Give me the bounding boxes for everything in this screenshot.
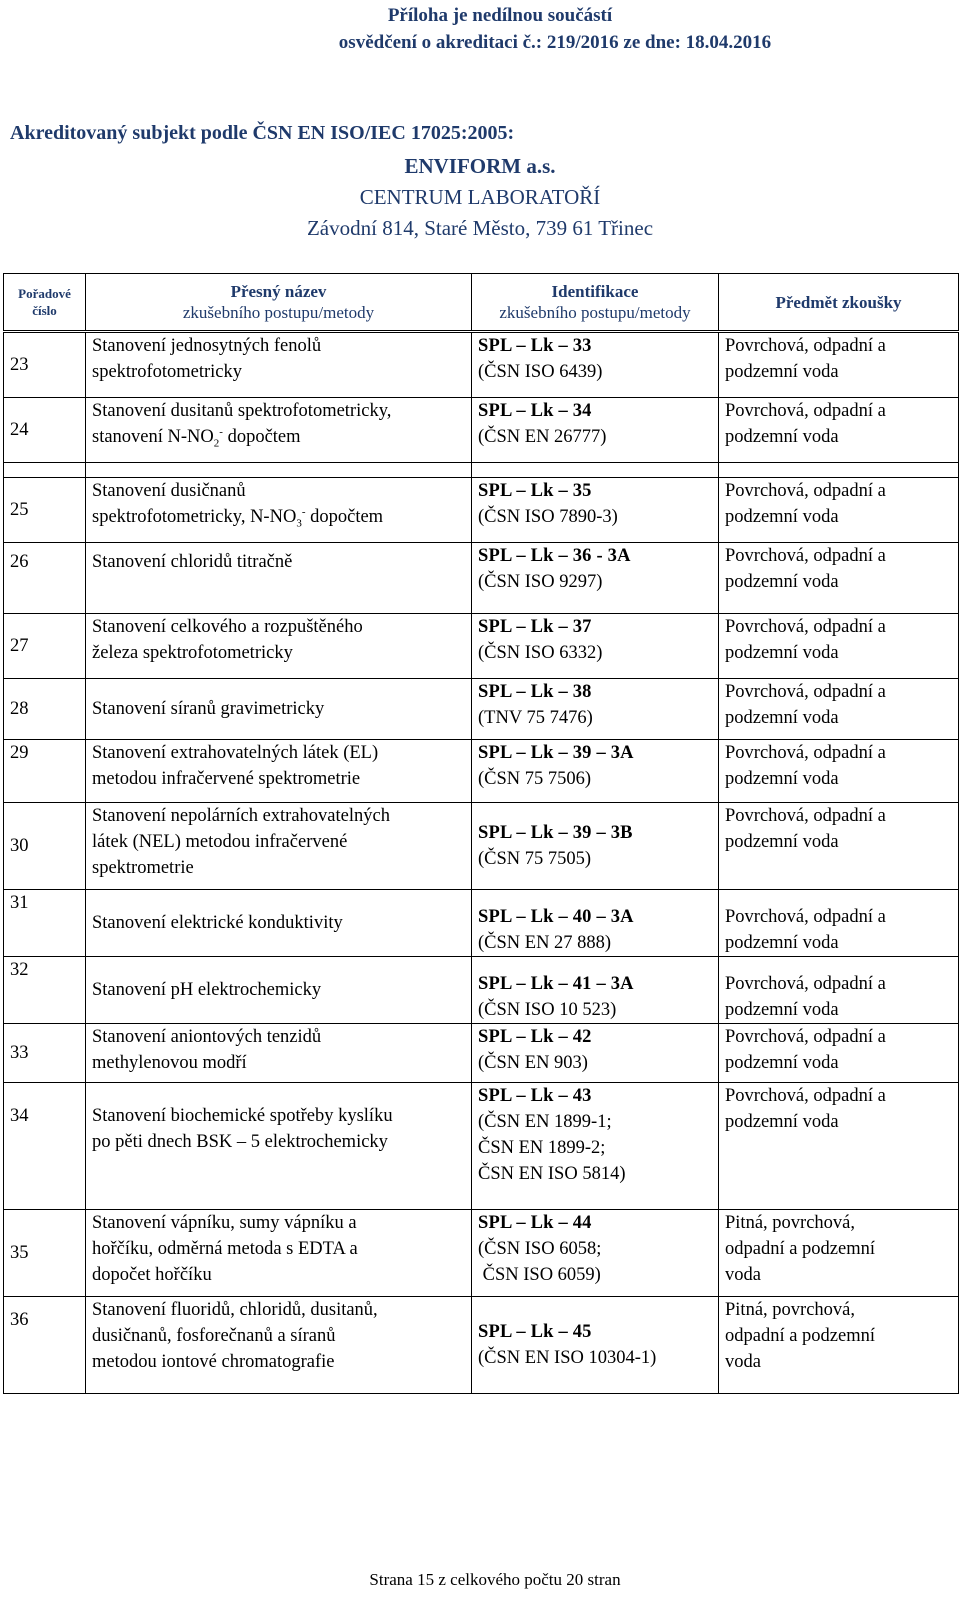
spl-code: SPL – Lk – 35 <box>478 481 592 501</box>
spl-code: SPL – Lk – 43 <box>478 1086 592 1106</box>
row-number: 27 <box>4 614 86 679</box>
procedure-identification <box>472 740 719 803</box>
table-row <box>4 957 959 1024</box>
test-subject: Povrchová, odpadní a podzemní voda <box>719 957 959 1024</box>
table-row <box>4 478 959 543</box>
test-subject: Povrchová, odpadní a podzemní voda <box>719 803 959 890</box>
row-number: 32 <box>4 957 86 1024</box>
procedure-name: Stanovení dusitanů spektrofotometricky, stanovení $N-NO_2^-$ dopočtem <box>86 398 472 463</box>
page-number-text: Strana 15 z celkového počtu 20 stran <box>369 1570 621 1589</box>
table-row <box>4 1083 959 1210</box>
procedure-identification <box>472 398 719 463</box>
annex-line-1: Příloha je nedílnou součástí <box>387 5 613 26</box>
test-subject: Povrchová, odpadní a podzemní voda <box>719 332 959 398</box>
procedure-name: Stanovení vápníku, sumy vápníku a hořčíku, odměrná metoda s EDTA a dopočet hořčíku <box>86 1210 472 1297</box>
procedure-name: Stanovení pH elektrochemicky <box>86 957 472 1024</box>
organization-address: Závodní 814, Staré Město, 739 61 Třinec <box>306 216 654 240</box>
accreditation-table <box>3 273 959 1394</box>
spl-code: SPL – Lk – 37 <box>478 617 592 637</box>
row-number: 23 <box>4 332 86 398</box>
row-number: 24 <box>4 398 86 463</box>
table-row <box>4 614 959 679</box>
standard-ref: (ČSN EN 903) <box>478 1053 588 1073</box>
page-footer <box>0 1570 960 1590</box>
standard-ref: (ČSN 75 7506) <box>478 769 592 789</box>
procedure-name: Stanovení jednosytných fenolů spektrofotometricky <box>86 332 472 398</box>
accredited-subject-line: Akreditovaný subjekt podle ČSN EN ISO/IEC 17025:2005: <box>10 122 515 144</box>
procedure-identification <box>472 332 719 398</box>
spl-code: SPL – Lk – 44 <box>478 1213 592 1233</box>
spl-code: SPL – Lk – 38 <box>478 682 592 702</box>
table-row <box>4 679 959 740</box>
standard-ref: ČSN EN ISO 5814) <box>478 1164 626 1184</box>
annex-header <box>0 2 960 56</box>
header-order-number: Pořadové číslo <box>4 274 86 332</box>
table-row <box>4 1024 959 1083</box>
procedure-name: Stanovení aniontových tenzidů methylenovou modří <box>86 1024 472 1083</box>
procedure-identification <box>472 543 719 614</box>
row-number: 30 <box>4 803 86 890</box>
spl-code: SPL – Lk – 40 – 3A <box>478 907 634 927</box>
standard-ref: (ČSN 75 7505) <box>478 849 592 869</box>
spl-code: SPL – Lk – 34 <box>478 401 592 421</box>
procedure-name: Stanovení fluoridů, chloridů, dusitanů, dusičnanů, fosforečnanů a síranů metodou iontové chromatografie <box>86 1297 472 1394</box>
table-header-row <box>4 274 959 332</box>
row-number: 29 <box>4 740 86 803</box>
row-number: 36 <box>4 1297 86 1394</box>
annex-line-2: osvědčení o akreditaci č.: 219/2016 ze dne: 18.04.2016 <box>338 32 772 53</box>
spl-code: SPL – Lk – 33 <box>478 336 592 356</box>
table-row <box>4 1297 959 1394</box>
standard-ref: (ČSN EN 26777) <box>478 427 607 447</box>
organization-name: ENVIFORM a.s. <box>404 154 556 178</box>
test-subject: Povrchová, odpadní a podzemní voda <box>719 543 959 614</box>
organization-unit: CENTRUM LABORATOŘÍ <box>359 185 601 209</box>
standard-ref: (ČSN ISO 10 523) <box>478 1000 617 1020</box>
procedure-name: Stanovení extrahovatelných látek (EL) metodou infračervené spektrometrie <box>86 740 472 803</box>
test-subject: Pitná, povrchová, odpadní a podzemní voda <box>719 1297 959 1394</box>
table-row <box>4 890 959 957</box>
spl-code: SPL – Lk – 45 <box>478 1322 592 1342</box>
procedure-identification <box>472 679 719 740</box>
procedure-identification <box>472 1083 719 1210</box>
header-identification: Identifikace zkušebního postupu/metody <box>472 274 719 332</box>
standard-ref: (ČSN ISO 9297) <box>478 572 603 592</box>
table-row <box>4 740 959 803</box>
procedure-name: Stanovení nepolárních extrahovatelných látek (NEL) metodou infračervené spektrometrie <box>86 803 472 890</box>
table-row <box>4 332 959 398</box>
spl-code: SPL – Lk – 36 - 3A <box>478 546 631 566</box>
organization-block <box>0 151 960 244</box>
procedure-name: Stanovení chloridů titračně <box>86 543 472 614</box>
test-subject: Povrchová, odpadní a podzemní voda <box>719 679 959 740</box>
standard-ref: (ČSN ISO 6332) <box>478 643 603 663</box>
test-subject: Povrchová, odpadní a podzemní voda <box>719 1083 959 1210</box>
header-procedure-name: Přesný název zkušebního postupu/metody <box>86 274 472 332</box>
spl-code: SPL – Lk – 42 <box>478 1027 592 1047</box>
procedure-identification <box>472 1210 719 1297</box>
test-subject: Povrchová, odpadní a podzemní voda <box>719 614 959 679</box>
row-number: 25 <box>4 478 86 543</box>
test-subject: Povrchová, odpadní a podzemní voda <box>719 1024 959 1083</box>
procedure-name: Stanovení celkového a rozpuštěného železa spektrofotometricky <box>86 614 472 679</box>
test-subject: Povrchová, odpadní a podzemní voda <box>719 890 959 957</box>
row-number: 35 <box>4 1210 86 1297</box>
table-spacer <box>4 463 959 478</box>
procedure-identification <box>472 803 719 890</box>
procedure-identification <box>472 957 719 1024</box>
row-number: 33 <box>4 1024 86 1083</box>
row-number: 26 <box>4 543 86 614</box>
standard-ref: (TNV 75 7476) <box>478 708 593 728</box>
table-row <box>4 803 959 890</box>
procedure-name: Stanovení síranů gravimetricky <box>86 679 472 740</box>
spl-code: SPL – Lk – 39 – 3A <box>478 743 634 763</box>
row-number: 28 <box>4 679 86 740</box>
header-test-subject: Předmět zkoušky <box>719 274 959 332</box>
table-row <box>4 543 959 614</box>
standard-ref: (ČSN EN 1899-1; <box>478 1112 612 1132</box>
standard-ref: (ČSN ISO 7890-3) <box>478 507 618 527</box>
standard-ref: (ČSN EN 27 888) <box>478 933 612 953</box>
table-row <box>4 1210 959 1297</box>
standard-ref: (ČSN EN ISO 10304-1) <box>478 1348 657 1368</box>
test-subject: Povrchová, odpadní a podzemní voda <box>719 478 959 543</box>
row-number: 34 <box>4 1083 86 1210</box>
spl-code: SPL – Lk – 41 – 3A <box>478 974 634 994</box>
procedure-identification <box>472 1297 719 1394</box>
standard-ref: (ČSN ISO 6439) <box>478 362 603 382</box>
row-number: 31 <box>4 890 86 957</box>
standard-ref: ČSN ISO 6059) <box>478 1265 601 1285</box>
procedure-identification <box>472 478 719 543</box>
procedure-identification <box>472 890 719 957</box>
procedure-name: Stanovení dusičnanů spektrofotometricky, $N-NO_3^-$ dopočtem <box>86 478 472 543</box>
test-subject: Povrchová, odpadní a podzemní voda <box>719 740 959 803</box>
table-row <box>4 398 959 463</box>
test-subject: Pitná, povrchová, odpadní a podzemní voda <box>719 1210 959 1297</box>
procedure-identification <box>472 1024 719 1083</box>
procedure-name: Stanovení biochemické spotřeby kyslíku po pěti dnech BSK – 5 elektrochemicky <box>86 1083 472 1210</box>
procedure-name: Stanovení elektrické konduktivity <box>86 890 472 957</box>
standard-ref: ČSN EN 1899-2; <box>478 1138 606 1158</box>
test-subject: Povrchová, odpadní a podzemní voda <box>719 398 959 463</box>
standard-ref: (ČSN ISO 6058; <box>478 1239 602 1259</box>
spl-code: SPL – Lk – 39 – 3B <box>478 823 633 843</box>
procedure-identification <box>472 614 719 679</box>
